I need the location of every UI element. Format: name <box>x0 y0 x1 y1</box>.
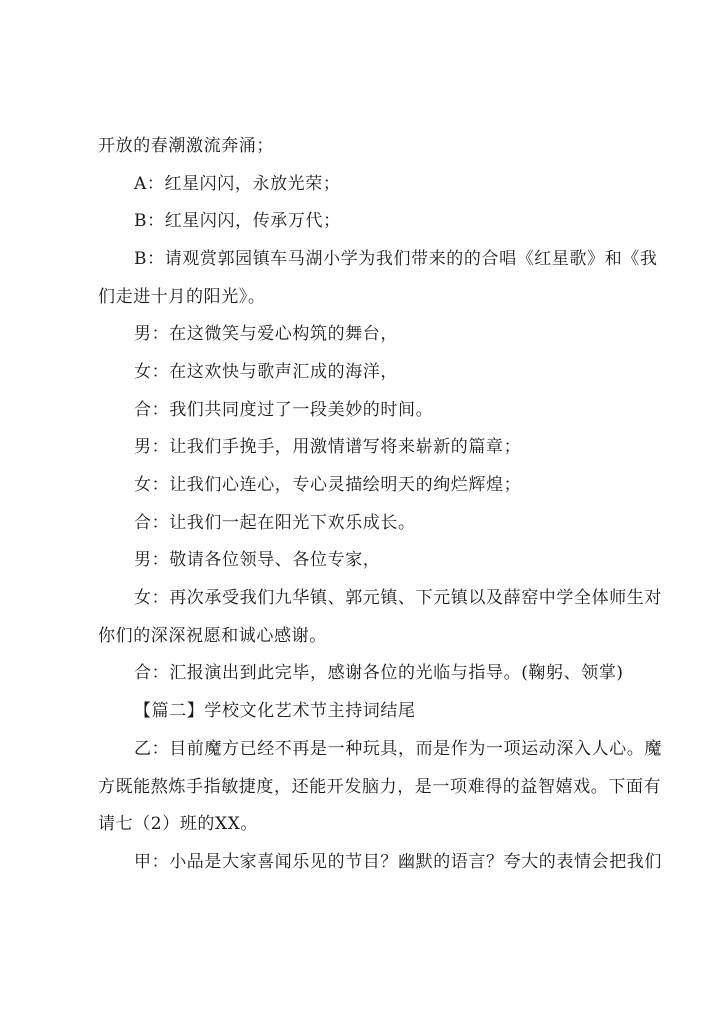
text-line: 合：我们共同度过了一段美妙的时间。 <box>134 400 434 420</box>
text-line: A：红星闪闪，永放光荣； <box>134 174 341 194</box>
text-line: 甲：小品是大家喜闻乐见的节目？幽默的语言？夸大的表情会把我们 <box>134 852 662 872</box>
text-line: 女：在这欢快与歌声汇成的海洋， <box>134 362 398 382</box>
text-line: 女：让我们心连心，专心灵描绘明天的绚烂辉煌； <box>134 475 522 495</box>
text-line: 们走进十月的阳光》。 <box>98 287 266 307</box>
text-line: 合：汇报演出到此完毕，感谢各位的光临与指导。(鞠躬、领掌) <box>134 663 624 683</box>
text-line: 乙：目前魔方已经不再是一种玩具，而是作为一项运动深入人心。魔 <box>134 739 662 759</box>
text-line: 男：在这微笑与爱心构筑的舞台， <box>134 324 398 344</box>
text-line: 方既能熬炼手指敏捷度，还能开发脑力，是一项难得的益智嬉戏。下面有 <box>98 777 662 797</box>
text-line: 男：让我们手挽手，用激情谱写将来崭新的篇章； <box>134 437 522 457</box>
text-line: 女：再次承受我们九华镇、郭元镇、下元镇以及薛窑中学全体师生对 <box>134 588 662 608</box>
text-line: 男：敬请各位领导、各位专家， <box>134 550 381 570</box>
section-heading: 【篇二】学校文化艺术节主持词结尾 <box>134 701 416 721</box>
text-line: B：请观赏郭园镇车马湖小学为我们带来的的合唱《红星歌》和《我 <box>134 249 658 269</box>
text-line: 开放的春潮激流奔涌； <box>98 136 274 156</box>
text-line: 你们的深深祝愿和诚心感谢。 <box>98 626 327 646</box>
text-line: B：红星闪闪，传承万代； <box>134 211 341 231</box>
text-line: 请七（2）班的XX。 <box>98 814 259 834</box>
text-line: 合：让我们一起在阳光下欢乐成长。 <box>134 513 416 533</box>
